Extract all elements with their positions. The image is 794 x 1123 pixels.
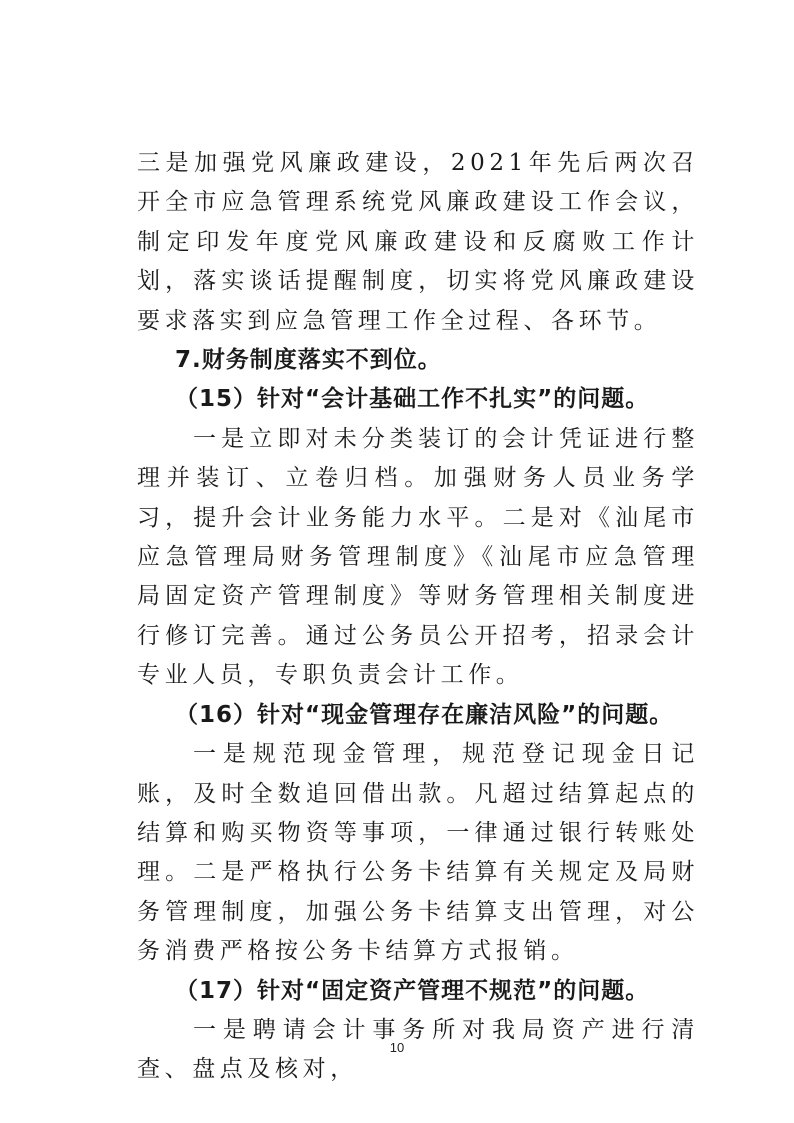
document-page bbox=[137, 144, 699, 1090]
subheading-16-cash-management: （16）针对“现金管理存在廉洁风险”的问题。 bbox=[175, 701, 674, 728]
paragraph-cash-measures: 一是规范现金管理，规范登记现金日记账，及时全数追回借出款。凡超过结算起点的结算和购买物资等事项，一律通过银行转账处理。二是严格执行公务卡结算有关规定及局财务管理制度，加强公务卡结算支出管理，对公务消费严格按公务卡结算方式报销。 bbox=[137, 741, 699, 965]
page-number: 10 bbox=[389, 1040, 405, 1055]
subheading-15-accounting-basics: （15）针对“会计基础工作不扎实”的问题。 bbox=[175, 386, 650, 413]
section-heading-financial-system: 7.财务制度落实不到位。 bbox=[175, 347, 442, 374]
paragraph-party-conduct: 三是加强党风廉政建设，2021年先后两次召开全市应急管理系统党风廉政建设工作会议，制定印发年度党风廉政建设和反腐败工作计划，落实谈话提醒制度，切实将党风廉政建设要求落实到应急管理工作全过程、各环节。 bbox=[137, 150, 699, 334]
paragraph-fixed-asset-measures: 一是聘请会计事务所对我局资产进行清查、盘点及核对， bbox=[137, 1016, 699, 1083]
subheading-17-fixed-assets: （17）针对“固定资产管理不规范”的问题。 bbox=[175, 977, 650, 1004]
paragraph-accounting-measures: 一是立即对未分类装订的会计凭证进行整理并装订、立卷归档。加强财务人员业务学习，提升会计业务能力水平。二是对《汕尾市应急管理局财务管理制度》《汕尾市应急管理局固定资产管理制度》等财务管理相关制度进行修订完善。通过公务员公开招考，招录会计专业人员，专职负责会计工作。 bbox=[137, 425, 699, 689]
